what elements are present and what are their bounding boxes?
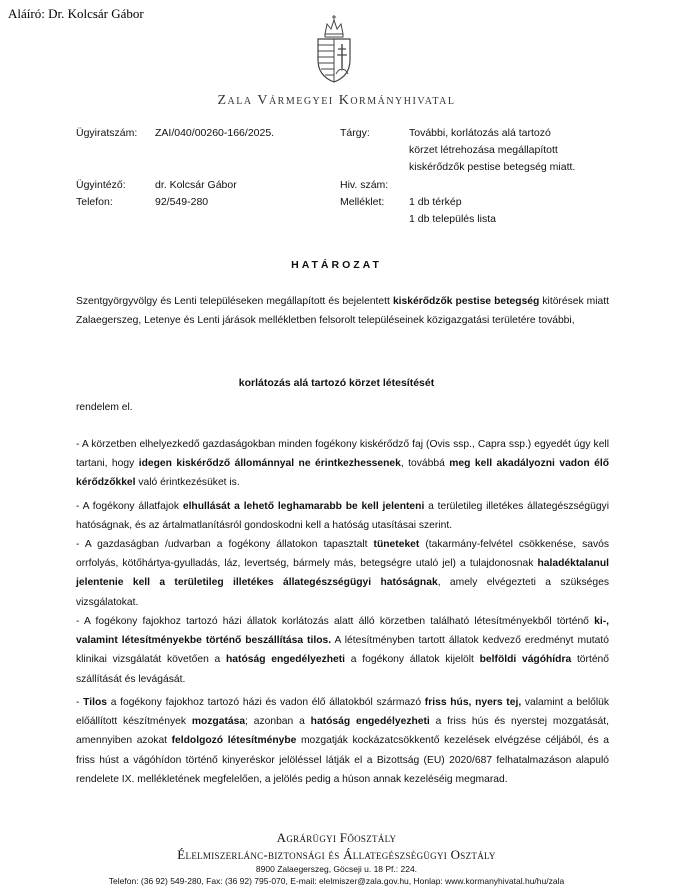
coat-of-arms-logo [311,14,357,84]
melleklet-values [409,194,496,228]
hivszam-label: Hiv. szám: [340,179,389,191]
ugyiratszam-label: Ügyiratszám: [76,127,138,139]
melleklet-line: 1 db térkép [409,196,462,208]
footer-division: Élelmiszerlánc-biztonsági és Állategészségügyi Osztály [177,847,496,862]
telefon-value: 92/549-280 [155,196,209,208]
office-name: Zala Vármegyei Kormányhivatal [217,93,456,108]
decree-text: rendelem el. [76,402,133,413]
targy-line: kiskérődzők pestise betegség miatt. [409,161,576,173]
contact-values [155,177,237,211]
bullet-4: - A fogékony fajokhoz tartozó házi állatok korlátozás alatt álló körzetben található létesítményekből történő ki-, valamint létesítményekbe történő beszállítása tilos. A létesítményben tartott állatok kedvező eredményt mutató klinikai vizsgálatát követően a hatóság engedélyezheti a fogékony állatok kijelölt belföldi vágóhídra történő szállítását és levágását. [76,616,609,685]
telefon-label: Telefon: [76,196,113,208]
ref-labels [340,177,388,211]
footer-department: Agrárügyi Főosztály [276,830,397,845]
ugyiratszam-value: ZAI/040/00260-166/2025. [155,127,275,139]
decision-heading: korlátozás alá tartozó körzet létesítését [238,377,435,389]
targy-value-block [409,125,575,176]
melleklet-line: 1 db település lista [409,213,496,225]
document-title: HATÁROZAT [291,259,382,271]
targy-line: körzet létrehozása megállapított [409,144,558,156]
bullet-1: - A körzetben elhelyezkedő gazdaságokban minden fogékony kiskérődző faj (Ovis ssp., Capra ssp.) egyedét úgy kell tartani, hogy idegen kiskérődző állománnyal ne érintkezhessenek, továbbá meg kell akadályozni vadon élő kérődzőkkel való érintkezésüket is. [76,439,609,489]
signer-label: Aláíró: Dr. Kolcsár Gábor [8,6,144,21]
ugyintezo-label: Ügyintéző: [76,179,126,191]
melleklet-label: Melléklet: [340,196,385,208]
intro-paragraph: Szentgyörgyvölgy és Lenti településeken megállapított és bejelentett kiskérődzők pestise betegség kitörések miatt Zalaegerszeg, Letenye és Lenti járások mellékletben felsorolt településeinek közigazgatási területére további, [76,296,609,327]
footer-contact: Telefon: (36 92) 549-280, Fax: (36 92) 795-070, E-mail: elelmiszer@zala.gov.hu, Honlap: www.kormanyhivatal.hu/hu/zala [108,876,565,886]
bullet-2: - A fogékony állatfajok elhullását a lehető leghamarabb be kell jelenteni a területileg illetékes állategészségügyi hatóságnak, és az ártalmatlanításról gondoskodni kell a hatóság utasításai szerint. [76,501,609,532]
targy-label-block [340,125,370,142]
targy-line: További, korlátozás alá tartozó [409,127,551,139]
contact-labels [76,177,126,211]
bullet-3: - A gazdaságban /udvarban a fogékony állatokon tapasztalt tüneteket (takarmány-felvétel csökkenése, savós orrfolyás, kötőhártya-gyulladás, láz, levertség, bármely más, betegségre utaló jel) a tulajdonosnak haladéktalanul jelentenie kell a területileg illetékes állategészségügyi hatóságnak, amely elvégezteti a szükséges vizsgálatokat. [76,539,609,608]
bullet-5: - Tilos a fogékony fajokhoz tartozó házi és vadon élő állatokból származó friss hús, nyers tej, valamint a belőlük előállított készítmények mozgatása; azonban a hatóság engedélyezheti a friss hús és nyerstej mozgatását, amennyiben azokat feldolgozó létesítménybe mozgatják kockázatcsökkentő kezelések elvégzése céljából, és a friss húst a vágóhídon történő kinyeréskor jelöléssel látják el a Bizottság (EU) 2020/687 felhatalmazáson alapuló rendelete IX. mellékletének megfelelően, a jelölés pedig a húson annak kezeléséig megmarad. [76,697,610,785]
targy-label: Tárgy: [340,127,370,139]
ugyintezo-value: dr. Kolcsár Gábor [155,179,237,191]
footer-address: 8900 Zalaegerszeg, Göcseji u. 18 Pf.: 224. [255,864,418,874]
meta-left-labels [76,125,137,142]
meta-left-values [155,125,274,142]
